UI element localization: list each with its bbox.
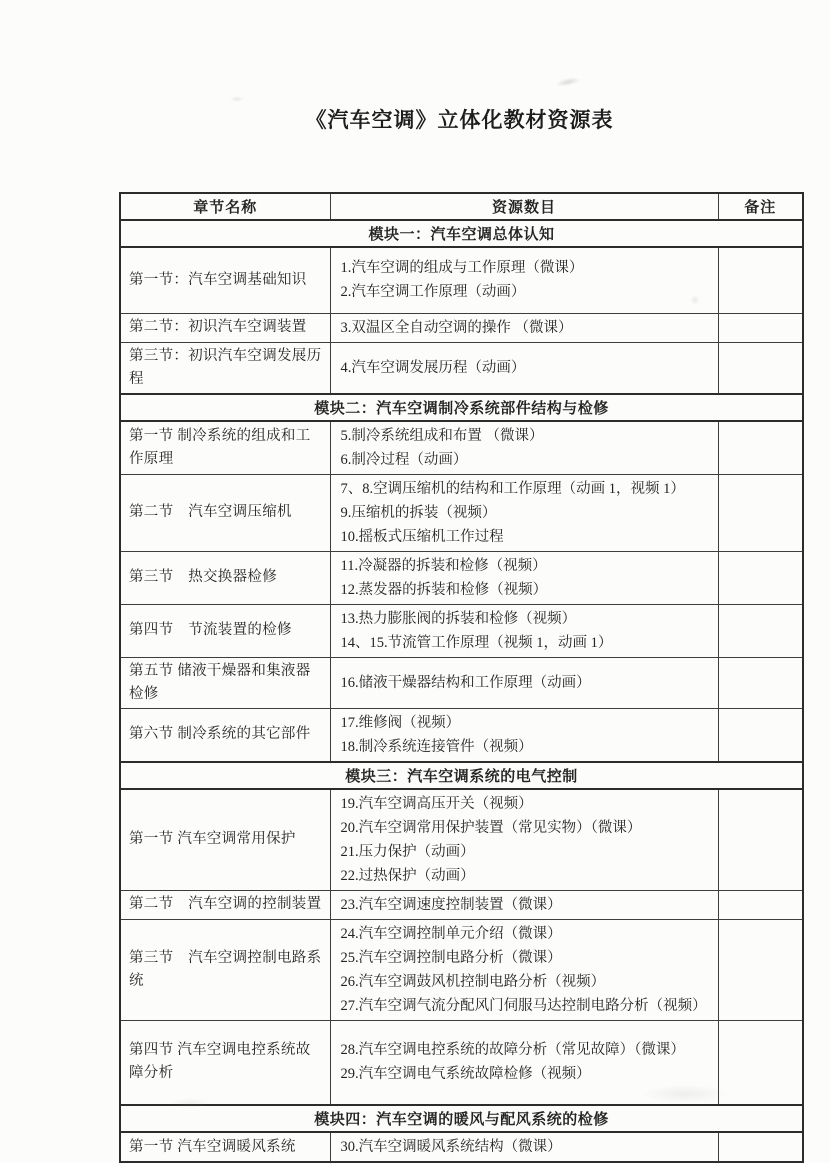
- section-name-cell: 第一节 汽车空调常用保护: [120, 789, 330, 891]
- remark-cell: [718, 1020, 803, 1105]
- resource-item: 17.维修阀（视频）: [340, 714, 461, 731]
- table-row: [120, 604, 803, 657]
- resource-item: 14、15.节流管工作原理（视频 1，动画 1）: [340, 634, 613, 651]
- resource-list-cell: [330, 551, 718, 604]
- module-title: 模块四：汽车空调的暖风与配风系统的检修: [120, 1105, 803, 1132]
- module-title: 模块一：汽车空调总体认知: [120, 220, 803, 247]
- table-row: [120, 890, 803, 919]
- remark-cell: [718, 1132, 803, 1162]
- remark-cell: [718, 708, 803, 762]
- resource-list-cell: [330, 421, 718, 475]
- resource-item: 24.汽车空调控制单元介绍（微课）: [340, 925, 562, 942]
- resource-item: 9.压缩机的拆装（视频）: [340, 504, 497, 521]
- scan-artifact: [230, 96, 244, 102]
- resource-item: 4.汽车空调发展历程（动画）: [340, 359, 526, 376]
- table-body: [120, 220, 803, 1162]
- section-name-cell: 第一节：汽车空调基础知识: [120, 247, 330, 313]
- resource-item: 10.摇板式压缩机工作过程: [340, 528, 504, 545]
- resource-item: 7、8.空调压缩机的结构和工作原理（动画 1，视频 1）: [340, 480, 685, 497]
- table-row: [120, 421, 803, 475]
- section-name-cell: 第三节：初识汽车空调发展历程: [120, 342, 330, 394]
- resource-list-cell: [330, 890, 718, 919]
- remark-cell: [718, 789, 803, 891]
- resource-list-cell: [330, 313, 718, 342]
- table-row: [120, 789, 803, 891]
- module-header-row: [120, 1105, 803, 1132]
- remark-cell: [718, 919, 803, 1020]
- resource-item: 30.汽车空调暖风系统结构（微课）: [340, 1139, 562, 1155]
- table-row: [120, 1020, 803, 1105]
- section-name-cell: 第一节 制冷系统的组成和工作原理: [120, 421, 330, 475]
- section-name-cell: 第二节：初识汽车空调装置: [120, 313, 330, 342]
- remark-cell: [718, 421, 803, 475]
- resource-item: 22.过热保护（动画）: [340, 867, 475, 884]
- resource-list-cell: [330, 342, 718, 394]
- resource-list-cell: [330, 604, 718, 657]
- col-header-remark: 备注: [718, 193, 803, 220]
- resource-list-cell: [330, 247, 718, 313]
- section-name-cell: 第四节 汽车空调电控系统故障分析: [120, 1020, 330, 1105]
- remark-cell: [718, 657, 803, 708]
- resource-table: [119, 192, 804, 1163]
- resource-list-cell: [330, 1020, 718, 1105]
- resource-item: 18.制冷系统连接管件（视频）: [340, 738, 533, 755]
- resource-list-cell: [330, 657, 718, 708]
- module-header-row: [120, 762, 803, 789]
- resource-item: 27.汽车空调气流分配风门伺服马达控制电路分析（视频）: [340, 997, 707, 1014]
- section-name-cell: 第四节 节流装置的检修: [120, 604, 330, 657]
- resource-item: 2.汽车空调工作原理（动画）: [340, 284, 526, 301]
- resource-item: 23.汽车空调速度控制装置（微课）: [340, 896, 562, 913]
- remark-cell: [718, 247, 803, 313]
- resource-item: 11.冷凝器的拆装和检修（视频）: [340, 557, 547, 574]
- page-title: 《汽车空调》立体化教材资源表: [305, 108, 614, 132]
- resource-item: 25.汽车空调控制电路分析（微课）: [340, 949, 562, 966]
- module-header-row: [120, 220, 803, 247]
- table-row: [120, 919, 803, 1020]
- remark-cell: [718, 474, 803, 551]
- resource-list-cell: [330, 919, 718, 1020]
- table-row: [120, 708, 803, 762]
- resource-item: 12.蒸发器的拆装和检修（视频）: [340, 581, 548, 598]
- table-row: [120, 1132, 803, 1162]
- scan-artifact: [554, 75, 581, 88]
- remark-cell: [718, 604, 803, 657]
- resource-item: 29.汽车空调电气系统故障检修（视频）: [340, 1066, 591, 1083]
- section-name-cell: 第二节 汽车空调的控制装置: [120, 890, 330, 919]
- remark-cell: [718, 342, 803, 394]
- resource-item: 5.制冷系统组成和布置 （微课）: [340, 427, 544, 444]
- table-header-row: [120, 193, 803, 220]
- resource-list-cell: [330, 789, 718, 891]
- resource-item: 20.汽车空调常用保护装置（常见实物）（微课）: [340, 819, 642, 836]
- resource-item: 3.双温区全自动空调的操作 （微课）: [340, 319, 573, 336]
- resource-item: 13.热力膨胀阀的拆装和检修（视频）: [340, 610, 577, 627]
- section-name-cell: 第六节 制冷系统的其它部件: [120, 708, 330, 762]
- resource-item: 6.制冷过程（动画）: [340, 451, 468, 468]
- module-title: 模块三：汽车空调系统的电气控制: [120, 762, 803, 789]
- resource-item: 1.汽车空调的组成与工作原理（微课）: [340, 260, 584, 277]
- resource-list-cell: [330, 474, 718, 551]
- table-row: [120, 342, 803, 394]
- section-name-cell: 第一节 汽车空调暖风系统: [120, 1132, 330, 1162]
- col-header-resource-count: 资源数目: [330, 193, 718, 220]
- table-row: [120, 474, 803, 551]
- table-row: [120, 313, 803, 342]
- remark-cell: [718, 551, 803, 604]
- resource-item: 16.储液干燥器结构和工作原理（动画）: [340, 674, 591, 691]
- section-name-cell: 第三节 汽车空调控制电路系统: [120, 919, 330, 1020]
- resource-item: 26.汽车空调鼓风机控制电路分析（视频）: [340, 973, 606, 990]
- module-title: 模块二：汽车空调制冷系统部件结构与检修: [120, 394, 803, 421]
- remark-cell: [718, 313, 803, 342]
- resource-item: 19.汽车空调高压开关（视频）: [340, 795, 533, 812]
- resource-list-cell: [330, 1132, 718, 1162]
- table-row: [120, 551, 803, 604]
- col-header-section-name: 章节名称: [120, 193, 330, 220]
- module-header-row: [120, 394, 803, 421]
- resource-item: 21.压力保护（动画）: [340, 843, 475, 860]
- table-row: [120, 247, 803, 313]
- section-name-cell: 第五节 储液干燥器和集液器检修: [120, 657, 330, 708]
- remark-cell: [718, 890, 803, 919]
- table-row: [120, 657, 803, 708]
- resource-item: 28.汽车空调电控系统的故障分析（常见故障）（微课）: [340, 1042, 685, 1059]
- resource-list-cell: [330, 708, 718, 762]
- section-name-cell: 第二节 汽车空调压缩机: [120, 474, 330, 551]
- section-name-cell: 第三节 热交换器检修: [120, 551, 330, 604]
